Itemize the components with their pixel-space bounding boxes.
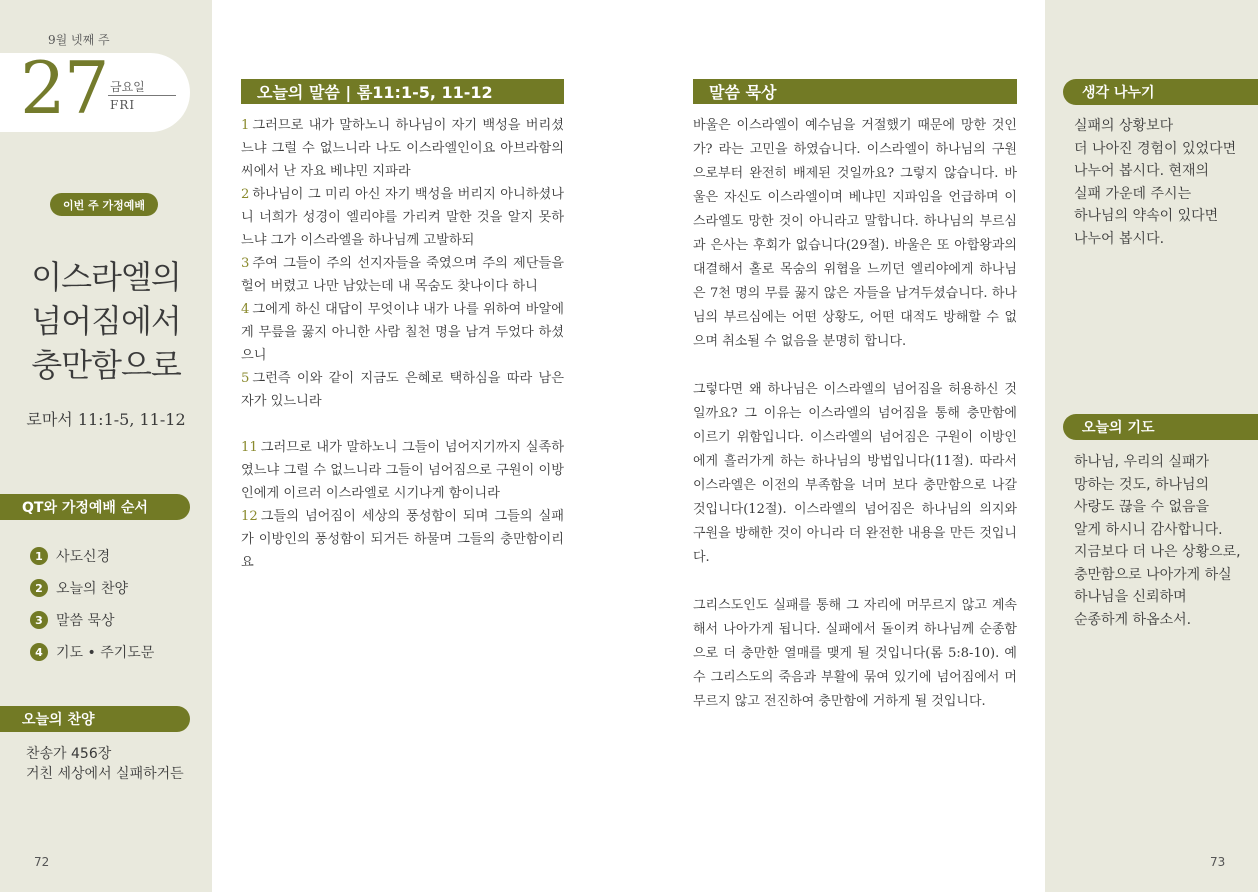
title-line: 충만함으로 bbox=[31, 346, 181, 384]
list-item bbox=[30, 636, 154, 668]
number-badge: 3 bbox=[30, 611, 48, 629]
page-title bbox=[20, 255, 192, 387]
order-section-title: QT와 가정예배 순서 bbox=[0, 494, 190, 520]
verse bbox=[241, 114, 564, 183]
verse bbox=[241, 183, 564, 252]
text-line: 실패의 상황보다 bbox=[1074, 118, 1174, 134]
text-line: 나누어 봅시다. bbox=[1074, 230, 1165, 247]
meditation-heading: 말씀 묵상 bbox=[693, 79, 1017, 104]
verse-number: 5 bbox=[241, 371, 250, 386]
text-line: 하나님, 우리의 실패가 bbox=[1074, 454, 1210, 470]
text-line: 지금보다 더 나은 상황으로, bbox=[1074, 544, 1241, 560]
verse bbox=[241, 505, 564, 574]
list-item-label: 말씀 묵상 bbox=[56, 613, 115, 629]
page-number-left: 72 bbox=[34, 855, 50, 869]
text-line: 망하는 것도, 하나님의 bbox=[1074, 476, 1210, 493]
day-korean: 금요일 bbox=[110, 80, 145, 94]
meditation-text bbox=[693, 114, 1017, 738]
text-line: 알게 하시니 감사합니다. bbox=[1074, 521, 1223, 538]
hymn-section-title: 오늘의 찬양 bbox=[0, 706, 190, 732]
verse-number: 2 bbox=[241, 187, 250, 202]
list-item-label: 사도신경 bbox=[56, 549, 111, 565]
verse-text: 그러므로 내가 말하노니 하나님이 자기 백성을 버리셨느냐 그럴 수 없느니라 나도 이스라엘인이요 아브라함의 씨에서 난 자요 베냐민 지파라 bbox=[241, 118, 564, 179]
verse-text: 주여 그들이 주의 선지자들을 죽였으며 주의 제단들을 헐어 버렸고 나만 남았는데 내 목숨도 찾나이다 하니 bbox=[241, 256, 564, 294]
title-line: 넘어짐에서 bbox=[31, 302, 181, 340]
day-divider bbox=[108, 95, 176, 96]
verse bbox=[241, 436, 564, 505]
hymn-info bbox=[26, 744, 184, 784]
todays-word-heading: 오늘의 말씀 | 롬11:1-5, 11-12 bbox=[241, 79, 564, 104]
scripture-reference: 로마서 11:1-5, 11-12 bbox=[26, 410, 186, 429]
number-badge: 2 bbox=[30, 579, 48, 597]
text-line: 사랑도 끊을 수 없음을 bbox=[1074, 499, 1210, 515]
day-english: FRI bbox=[110, 98, 136, 112]
verse-text: 그러므로 내가 말하노니 그들이 넘어지기까지 실족하였느냐 그럴 수 없느니라 그들이 넘어짐으로 구원이 이방인에게 이르러 이스라엘로 시기나게 함이니라 bbox=[241, 440, 564, 501]
list-item bbox=[30, 604, 154, 636]
verse-text: 그들의 넘어짐이 세상의 풍성함이 되며 그들의 실패가 이방인의 풍성함이 되거든 하물며 그들의 충만함이리요 bbox=[241, 509, 564, 570]
share-thoughts-text bbox=[1074, 115, 1249, 250]
list-item-label: 기도 • 주기도문 bbox=[56, 645, 155, 661]
verse-number: 1 bbox=[241, 118, 250, 133]
week-label: 9월 넷째 주 bbox=[48, 33, 110, 47]
title-line: 이스라엘의 bbox=[31, 258, 181, 296]
page-number-right: 73 bbox=[1210, 855, 1226, 869]
list-item-label: 오늘의 찬양 bbox=[56, 581, 129, 597]
verse-number: 11 bbox=[241, 440, 258, 455]
verse bbox=[241, 252, 564, 298]
share-thoughts-heading: 생각 나누기 bbox=[1063, 79, 1258, 105]
text-line: 순종하게 하옵소서. bbox=[1074, 611, 1192, 628]
number-badge: 1 bbox=[30, 547, 48, 565]
order-list bbox=[30, 540, 154, 668]
list-item bbox=[30, 572, 154, 604]
text-line: 더 나아진 경험이 있었다면 bbox=[1074, 140, 1237, 157]
verse-text: 하나님이 그 미리 아신 자기 백성을 버리지 아니하셨나니 너희가 성경이 엘리야를 가리켜 말한 것을 알지 못하느냐 그가 이스라엘을 하나님께 고발하되 bbox=[241, 187, 564, 248]
prayer-text bbox=[1074, 451, 1249, 631]
verse-number: 3 bbox=[241, 256, 250, 271]
text-line: 실패 가운데 주시는 bbox=[1074, 185, 1192, 202]
text-line: 하나님을 신뢰하며 bbox=[1074, 589, 1187, 605]
hymn-name: 거친 세상에서 실패하거든 bbox=[26, 766, 184, 782]
meditation-paragraph: 그리스도인도 실패를 통해 그 자리에 머무르지 않고 계속해서 나아가게 됩니다. 실패에서 돌이켜 하나님께 순종함으로 더 충만한 열매를 맺게 될 것입니다(롬 5:8-10). 예수 그리스도의 죽음과 부활에 묶여 있기에 넘어짐에서 머무르지 않고 전진하여 충만함에 거하게 될 것입니다. bbox=[693, 598, 1017, 709]
hymn-number: 찬송가 456장 bbox=[26, 746, 112, 762]
verse bbox=[241, 298, 564, 367]
scripture-text bbox=[241, 114, 564, 574]
verse-text: 그에게 하신 대답이 무엇이냐 내가 나를 위하여 바알에게 무릎을 꿇지 아니한 사람 칠천 명을 남겨 두었다 하셨으니 bbox=[241, 302, 564, 363]
text-line: 충만함으로 나아가게 하실 bbox=[1074, 566, 1232, 583]
text-line: 나누어 봅시다. 현재의 bbox=[1074, 163, 1210, 179]
meditation-paragraph: 바울은 이스라엘이 예수님을 거절했기 때문에 망한 것인가? 라는 고민을 하였습니다. 이스라엘이 하나님의 구원으로부터 완전히 배제된 것일까요? 그렇지 않습니다. 바울은 자신도 이스라엘이며 베냐민 지파임을 언급하며 이스라엘도 망한 것이 아니라고 말합니다. 하나님의 부르심과 은사는 후회가 없습니다(29절). 바울은 또 아합왕과의 대결해서 홀로 목숨의 위협을 느끼던 엘리야에게 하나님은 7천 명의 무릎 꿇지 않은 자들을 남겨두셨습니다. 하나님의 부르심에는 어떤 상황도, 어떤 대적도 방해할 수 없으며 취소될 수 없음을 분명히 합니다. bbox=[693, 118, 1017, 349]
verse-text: 그런즉 이와 같이 지금도 은혜로 택하심을 따라 남은 자가 있느니라 bbox=[241, 371, 564, 409]
date-number: 27 bbox=[20, 46, 108, 130]
meditation-paragraph: 그렇다면 왜 하나님은 이스라엘의 넘어짐을 허용하신 것일까요? 그 이유는 이스라엘의 넘어짐을 통해 충만함에 이르기 위함입니다. 이스라엘의 넘어짐은 구원이 이방인에게 흘러가게 하는 하나님의 방법입니다(11절). 따라서 이스라엘은 이전의 부족함을 너머 보다 충만함으로 나갈 것입니다(12절). 이스라엘의 넘어짐은 하나님의 의지와 구원을 방해한 것이 아니라 더 완전한 내용을 만든 것입니다. bbox=[693, 382, 1017, 565]
family-worship-badge: 이번 주 가정예배 bbox=[50, 193, 158, 216]
verse-number: 12 bbox=[241, 509, 258, 524]
text-line: 하나님의 약속이 있다면 bbox=[1074, 208, 1219, 224]
list-item bbox=[30, 540, 154, 572]
verse bbox=[241, 367, 564, 413]
number-badge: 4 bbox=[30, 643, 48, 661]
verse-number: 4 bbox=[241, 302, 250, 317]
todays-prayer-heading: 오늘의 기도 bbox=[1063, 414, 1258, 440]
